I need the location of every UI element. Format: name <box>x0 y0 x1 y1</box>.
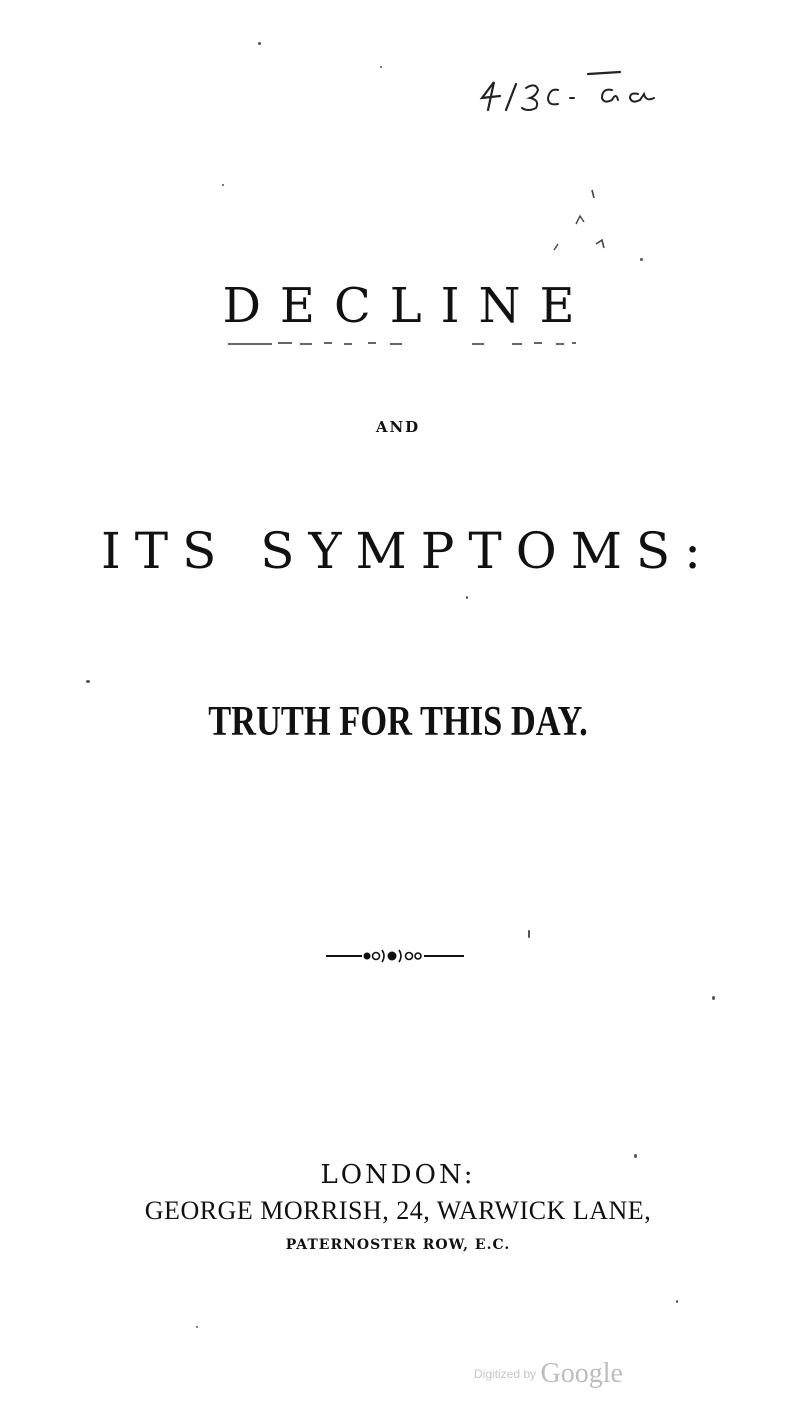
title-conjunction: AND <box>375 418 421 436</box>
scan-speck <box>528 930 530 938</box>
subtitle: TRUTH FOR THIS DAY. <box>208 699 588 745</box>
scan-speck <box>196 1326 198 1328</box>
scan-speck <box>466 596 468 599</box>
scan-speck <box>676 1300 678 1303</box>
broken-underline <box>220 336 580 350</box>
imprint-address: PATERNOSTER ROW, E.C. <box>285 1237 511 1253</box>
scan-speck <box>712 996 715 1000</box>
imprint-city: LONDON: <box>320 1160 476 1190</box>
handwritten-shelfmark <box>470 52 700 122</box>
scan-speck <box>634 1154 637 1158</box>
title-symptoms: ITS SYMPTOMS: <box>101 522 715 580</box>
scan-speck <box>380 66 382 68</box>
scan-speck <box>258 42 261 45</box>
printers-ornament <box>324 944 466 968</box>
imprint-publisher: GEORGE MORRISH, 24, WARWICK LANE, <box>144 1196 652 1225</box>
digitized-watermark <box>474 1358 623 1390</box>
title-decline: DECLINE <box>222 278 594 334</box>
scan-speck <box>640 258 643 261</box>
watermark-prefix: Digitized by <box>474 1367 537 1381</box>
scan-speck <box>222 184 224 186</box>
scan-speck <box>86 680 90 683</box>
watermark-brand: Google <box>540 1358 623 1389</box>
pencil-marks <box>548 180 618 260</box>
